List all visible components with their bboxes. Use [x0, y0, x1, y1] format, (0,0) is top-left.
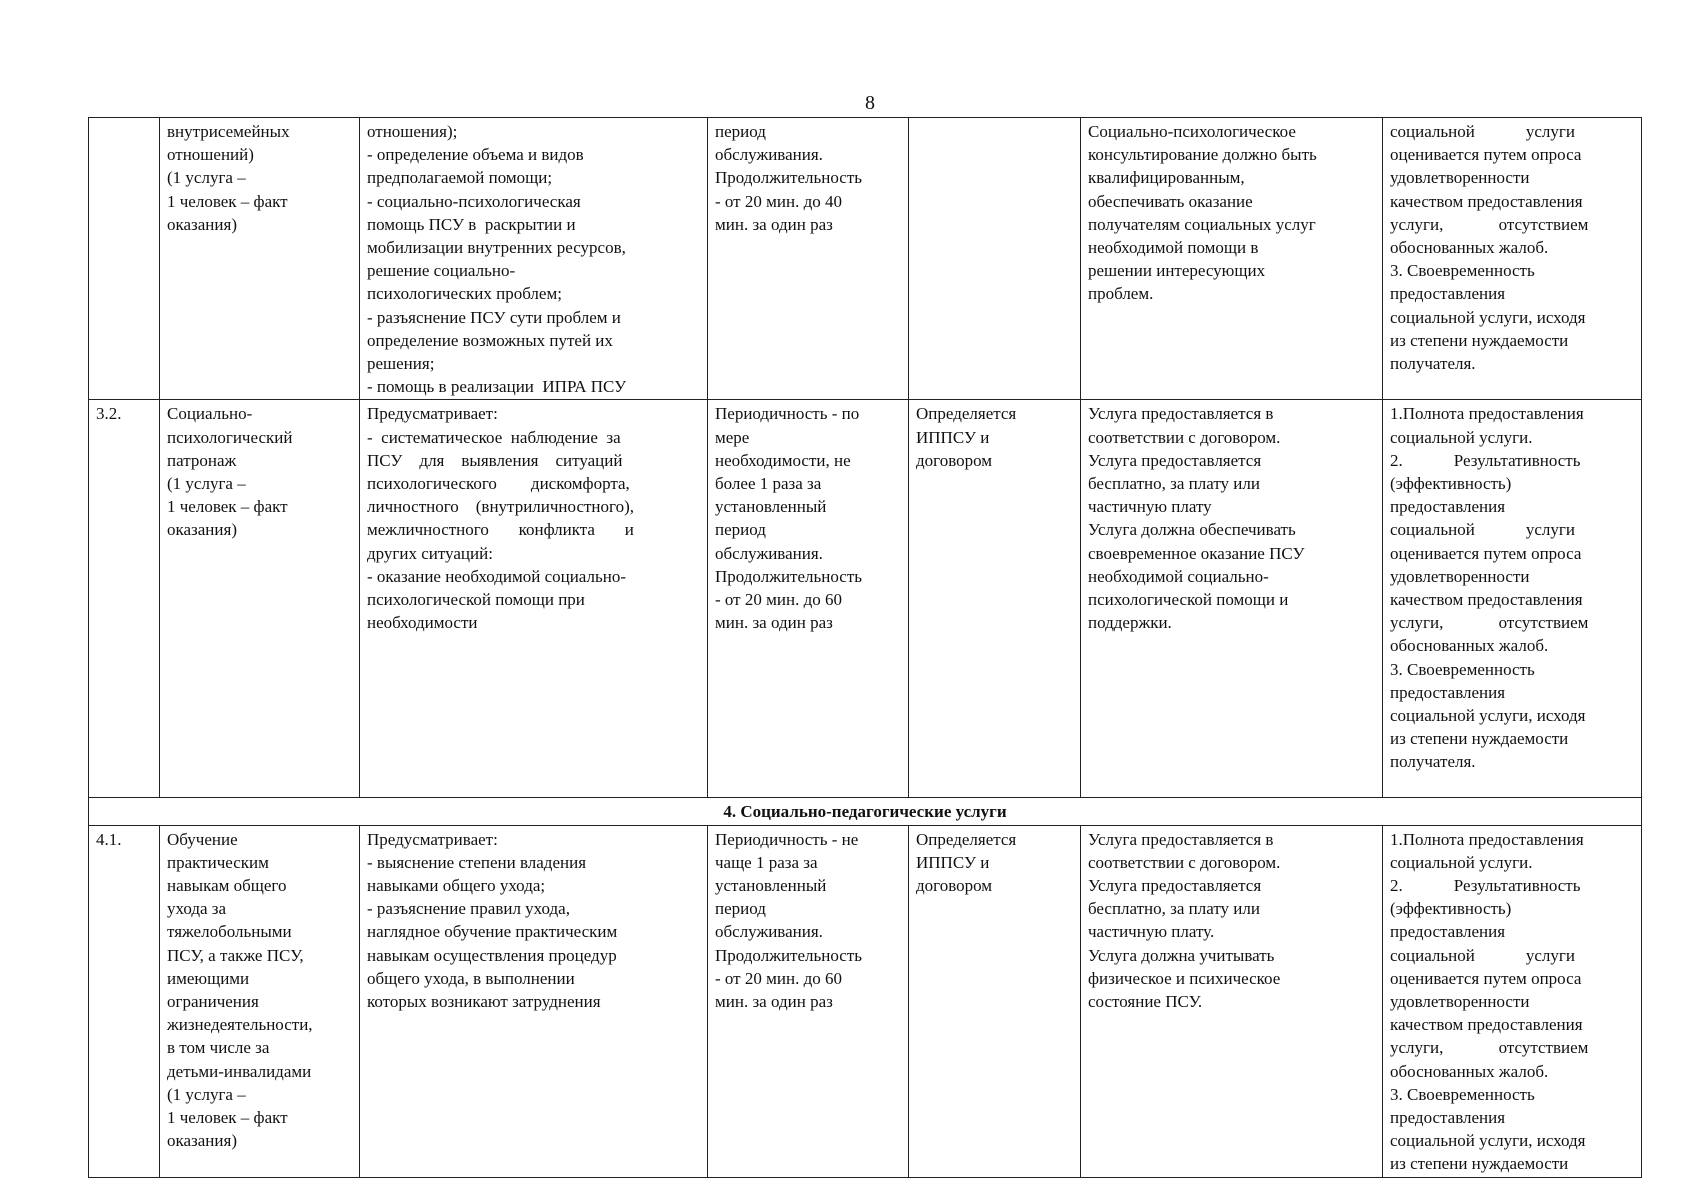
cell-line: решения; [367, 354, 435, 374]
cell-line: практическим [167, 852, 269, 872]
cell-line: - от 20 мин. до 60 [715, 968, 842, 988]
cell-line: 3. Своевременность [1390, 261, 1535, 281]
cell-line: договором [916, 450, 993, 470]
cell-line: обоснованных жалоб. [1390, 636, 1549, 656]
cell-line: установленный [715, 876, 827, 896]
cell-line: из степени нуждаемости [1390, 729, 1569, 749]
cell-line: Предусматривает: [367, 404, 498, 424]
cell-line: в том числе за [167, 1038, 270, 1058]
cell-line: проблем. [1088, 284, 1154, 304]
cell-line: качеством предоставления [1390, 191, 1583, 211]
cell-line: предоставления [1390, 1108, 1506, 1128]
cell-line: обеспечивать оказание [1088, 191, 1253, 211]
cell-line: социальной услуги, исходя [1390, 706, 1586, 726]
cell-line: Периодичность - не [715, 829, 859, 849]
services-table [88, 117, 1642, 1178]
cell-line: 1 человек – факт [167, 1108, 288, 1128]
cell-line: решении интересующих [1088, 261, 1266, 281]
cell-line: - систематическое наблюдение за [367, 427, 621, 447]
cell-line: получателя. [1390, 752, 1476, 772]
cell-line: социальной услуги [1390, 945, 1575, 965]
cell-line: услуги, отсутствием [1390, 1038, 1589, 1058]
cell-line: Продолжительность [715, 168, 862, 188]
cell-line: определение возможных путей их [367, 330, 613, 350]
cell-line: отношения); [367, 122, 458, 141]
cell-line: оценивается путем опроса [1390, 543, 1582, 563]
service-term [708, 825, 909, 1177]
cell-line: частичную плату [1088, 497, 1212, 517]
cell-line: других ситуаций: [367, 543, 493, 563]
cell-line: оценивается путем опроса [1390, 145, 1582, 165]
cell-line: навыками общего ухода; [367, 876, 546, 896]
cell-line: удовлетворенности [1390, 992, 1530, 1012]
cell-line: ПСУ для выявления ситуаций [367, 450, 623, 470]
cell-line: Услуга предоставляется [1088, 450, 1262, 470]
cell-line: частичную плату. [1088, 922, 1215, 942]
cell-line: услуги, отсутствием [1390, 613, 1589, 633]
cell-line: психологического дискомфорта, [367, 474, 630, 494]
cell-line: необходимой социально- [1088, 566, 1269, 586]
cell-line: помощь ПСУ в раскрытии и [367, 214, 576, 234]
cell-line: наглядное обучение практическим [367, 922, 618, 942]
cell-line: мобилизации внутренних ресурсов, [367, 238, 626, 258]
cell-line: обслуживания. [715, 922, 823, 942]
cell-line: - выяснение степени владения [367, 852, 587, 872]
cell-line: ПСУ, а также ПСУ, [167, 945, 304, 965]
cell-line: - разъяснение правил ухода, [367, 899, 570, 919]
cell-line: качеством предоставления [1390, 590, 1583, 610]
cell-line: необходимости, не [715, 450, 851, 470]
cell-line: предполагаемой помощи; [367, 168, 553, 188]
cell-line: предоставления [1390, 682, 1506, 702]
cell-line: услуги, отсутствием [1390, 214, 1589, 234]
cell-line: психологической помощи при [367, 590, 585, 610]
cell-line: Услуга должна учитывать [1088, 945, 1275, 965]
service-volume [909, 118, 1081, 400]
cell-line: период [715, 899, 766, 919]
cell-line: тяжелобольными [167, 922, 292, 942]
cell-line: мере [715, 427, 750, 447]
cell-line: Услуга предоставляется в [1088, 829, 1274, 849]
cell-line: Продолжительность [715, 945, 862, 965]
cell-line: 2. Результативность [1390, 450, 1581, 470]
cell-line: межличностного конфликта и [367, 520, 634, 540]
cell-line: - от 20 мин. до 60 [715, 590, 842, 610]
cell-line: социальной услуги. [1390, 427, 1533, 447]
cell-line: Услуга предоставляется в [1088, 404, 1274, 424]
table-row [89, 118, 1642, 400]
cell-line: мин. за один раз [715, 214, 833, 234]
cell-line: социальной услуги [1390, 122, 1575, 141]
cell-line: 1.Полнота предоставления [1390, 404, 1584, 424]
cell-line: Определяется [916, 404, 1017, 424]
cell-line: Услуга должна обеспечивать [1088, 520, 1296, 540]
cell-line: социальной услуги, исходя [1390, 1131, 1586, 1151]
cell-line: удовлетворенности [1390, 168, 1530, 188]
cell-line: Услуга предоставляется [1088, 876, 1262, 896]
cell-line: социальной услуги, исходя [1390, 307, 1586, 327]
cell-line: необходимой помощи в [1088, 238, 1259, 258]
cell-line: установленный [715, 497, 827, 517]
cell-line: личностного (внутриличностного), [367, 497, 634, 517]
cell-line: физическое и психическое [1088, 968, 1281, 988]
cell-line: Социально-психологическое [1088, 122, 1296, 141]
cell-line: - от 20 мин. до 40 [715, 191, 842, 211]
service-content [360, 825, 708, 1177]
cell-line: (эффективность) [1390, 899, 1512, 919]
cell-line: которых возникают затруднения [367, 992, 601, 1012]
cell-line: обоснованных жалоб. [1390, 1061, 1549, 1081]
service-term [708, 118, 909, 400]
cell-line: (1 услуга – [167, 474, 246, 494]
cell-line: мин. за один раз [715, 992, 833, 1012]
cell-line: соответствии с договором. [1088, 427, 1281, 447]
cell-line: предоставления [1390, 497, 1506, 517]
service-name [160, 400, 360, 798]
cell-line: (1 услуга – [167, 1084, 246, 1104]
row-number: 3.2. [89, 400, 160, 798]
cell-line: удовлетворенности [1390, 566, 1530, 586]
cell-line: квалифицированным, [1088, 168, 1245, 188]
cell-line: психологических проблем; [367, 284, 562, 304]
cell-line: (1 услуга – [167, 168, 246, 188]
row-number: 4.1. [89, 825, 160, 1177]
service-conditions [1081, 400, 1383, 798]
cell-line: - определение объема и видов [367, 145, 584, 165]
row-number [89, 118, 160, 400]
cell-line: - помощь в реализации ИПРА ПСУ [367, 377, 627, 397]
cell-line: 1 человек – факт [167, 191, 288, 211]
cell-line: Предусматривает: [367, 829, 498, 849]
cell-line: более 1 раза за [715, 474, 822, 494]
cell-line: чаще 1 раза за [715, 852, 818, 872]
cell-line: ИППСУ и [916, 427, 990, 447]
cell-line: соответствии с договором. [1088, 852, 1281, 872]
cell-line: предоставления [1390, 284, 1506, 304]
cell-line: мин. за один раз [715, 613, 833, 633]
cell-line: оказания) [167, 214, 237, 234]
cell-line: детьми-инвалидами [167, 1061, 312, 1081]
cell-line: Обучение [167, 829, 238, 849]
cell-line: - разъяснение ПСУ сути проблем и [367, 307, 621, 327]
service-name [160, 825, 360, 1177]
cell-line: предоставления [1390, 922, 1506, 942]
cell-line: поддержки. [1088, 613, 1172, 633]
cell-line: навыкам общего [167, 876, 287, 896]
cell-line: жизнедеятельности, [167, 1015, 313, 1035]
service-name [160, 118, 360, 400]
cell-line: 1.Полнота предоставления [1390, 829, 1584, 849]
cell-line: внутрисемейных [167, 122, 290, 141]
cell-line: ограничения [167, 992, 259, 1012]
section-header-row [89, 798, 1642, 825]
cell-line: общего ухода, в выполнении [367, 968, 575, 988]
cell-line: необходимости [367, 613, 478, 633]
cell-line: из степени нуждаемости [1390, 330, 1569, 350]
cell-line: социальной услуги. [1390, 852, 1533, 872]
service-volume [909, 825, 1081, 1177]
cell-line: навыкам осуществления процедур [367, 945, 617, 965]
cell-line: ухода за [167, 899, 227, 919]
cell-line: обслуживания. [715, 543, 823, 563]
cell-line: 1 человек – факт [167, 497, 288, 517]
cell-line: ИППСУ и [916, 852, 990, 872]
cell-line: патронаж [167, 450, 237, 470]
service-conditions [1081, 118, 1383, 400]
cell-line: оценивается путем опроса [1390, 968, 1582, 988]
cell-line: психологический [167, 427, 293, 447]
cell-line: своевременное оказание ПСУ [1088, 543, 1305, 563]
service-quality [1383, 400, 1642, 798]
cell-line: (эффективность) [1390, 474, 1512, 494]
cell-line: обслуживания. [715, 145, 823, 165]
cell-line: бесплатно, за плату или [1088, 474, 1260, 494]
cell-line: получателям социальных услуг [1088, 214, 1316, 234]
cell-line: Периодичность - по [715, 404, 860, 424]
cell-line: психологической помощи и [1088, 590, 1289, 610]
service-content [360, 118, 708, 400]
cell-line: договором [916, 876, 993, 896]
cell-line: из степени нуждаемости [1390, 1154, 1569, 1174]
service-term [708, 400, 909, 798]
cell-line: оказания) [167, 520, 237, 540]
section-title: 4. Социально-педагогические услуги [89, 798, 1642, 825]
cell-line: бесплатно, за плату или [1088, 899, 1260, 919]
cell-line: Продолжительность [715, 566, 862, 586]
service-quality [1383, 825, 1642, 1177]
cell-line: - оказание необходимой социально- [367, 566, 627, 586]
cell-line: оказания) [167, 1131, 237, 1151]
cell-line: Определяется [916, 829, 1017, 849]
cell-line: Социально- [167, 404, 253, 424]
service-quality [1383, 118, 1642, 400]
cell-line: качеством предоставления [1390, 1015, 1583, 1035]
service-conditions [1081, 825, 1383, 1177]
cell-line: состояние ПСУ. [1088, 992, 1203, 1012]
cell-line: - социально-психологическая [367, 191, 581, 211]
cell-line: консультирование должно быть [1088, 145, 1317, 165]
cell-line: период [715, 520, 766, 540]
cell-line: 3. Своевременность [1390, 659, 1535, 679]
service-volume [909, 400, 1081, 798]
cell-line: имеющими [167, 968, 250, 988]
cell-line: отношений) [167, 145, 254, 165]
cell-line: решение социально- [367, 261, 516, 281]
cell-line: период [715, 122, 766, 141]
page-number: 8 [865, 92, 875, 114]
table-row [89, 825, 1642, 1177]
cell-line: получателя. [1390, 354, 1476, 374]
table-row [89, 400, 1642, 798]
service-content [360, 400, 708, 798]
cell-line: социальной услуги [1390, 520, 1575, 540]
cell-line: 3. Своевременность [1390, 1084, 1535, 1104]
cell-line: 2. Результативность [1390, 876, 1581, 896]
cell-line: обоснованных жалоб. [1390, 238, 1549, 258]
